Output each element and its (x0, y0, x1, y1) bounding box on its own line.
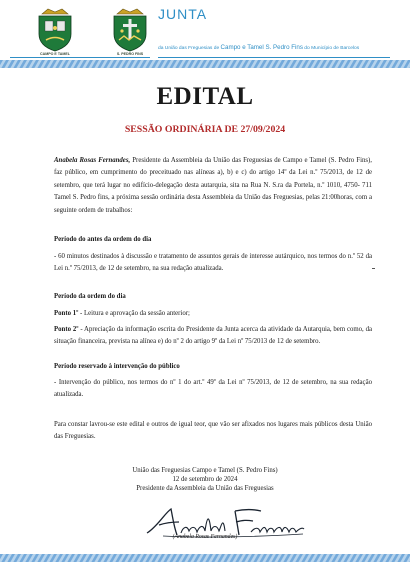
document-title: EDITAL (156, 83, 254, 110)
junta-wordmark: JUNTA (158, 6, 208, 22)
crest-campo-tamel-icon (36, 6, 74, 52)
intro-paragraph (54, 155, 372, 217)
sign-date: 12 de setembro de 2024 (172, 476, 238, 483)
scan-mark (372, 268, 375, 269)
point-2 (54, 324, 372, 349)
point-2-label: Ponto 2º (54, 326, 79, 333)
intro-text: Presidente da Assembleia da União das Freguesias de Campo e Tamel (S. Pedro Fins), faz público, em cumprimento do preceituado nas alíneas a), b) e c) do artigo 14º da Lei n.º 75/2013, de 12 de setembro, que terá lugar no edifício-delegação desta autarquia, sita na Rua N. S.ra da Portela, n.º 1010, 4750- 711 Tamel S. Pedro fins, a próxima sessão ordinária desta Assembleia da União das Freguesias, pelas 21:00horas, com a seguinte ordem de trabalhos: (54, 157, 372, 214)
letterhead-subtitle (158, 44, 406, 51)
before-order-heading: Período do antes da ordem do dia (54, 236, 152, 243)
signature-block (0, 466, 410, 493)
sign-role: Presidente da Assembleia da União das Freguesias (136, 485, 274, 492)
crest-left-caption: CAMPO E TAMEL (40, 52, 70, 56)
crest-right-caption: S. PEDRO FINS (116, 52, 144, 56)
subtitle-suffix: do Município de Barcelos (302, 46, 360, 51)
subtitle-prefix: da União das Freguesias de (158, 46, 221, 51)
public-intervention-heading: Período reservado à intervenção do público (54, 363, 180, 370)
before-order-text: - 60 minutos destinados à discussão e tratamento de assuntos gerais de interesse autárquico, nos termos do n.º 52 da Lei n.º 75/2013, de 12 de setembro, na sua redação atualizada. (54, 253, 372, 273)
signer-name: (Anabela Rosas Fernandes) (172, 534, 238, 540)
point-1 (54, 308, 372, 320)
order-of-day-heading: Período da ordem do dia (54, 293, 126, 300)
crest-sao-pedro-fins-icon (111, 6, 149, 52)
closing-paragraph: Para constar lavrou-se este edital e outros de igual teor, que vão ser afixados nos lugares mais públicos desta União das Freguesias. (54, 421, 372, 441)
public-intervention-text: - Intervenção do público, nos termos do nº 1 do art.º 49º da Lei nº 75/2013, de 12 de setembro, na sua redação atualizada. (54, 379, 372, 399)
point-1-label: Ponto 1º (54, 310, 79, 317)
sign-organization: União das Freguesias Campo e Tamel (S. Pedro Fins) (132, 467, 278, 474)
point-2-text: - Apreciação da informação escrita do Presidente da Junta acerca da atividade da Autarquia, bem como, da situação financeira, prevista na alínea e) do nº 2 do artigo 9º da Lei nº 75/2013 de 12 de setembro. (54, 326, 372, 346)
header-rule-right (158, 57, 390, 58)
header-stripe (0, 60, 410, 68)
subtitle-parish-name: Campo e Tamel S. Pedro Fins (220, 44, 303, 51)
footer-stripe (0, 554, 410, 562)
president-name: Anabela Rosas Fernandes, (54, 157, 131, 164)
session-date-heading: SESSÃO ORDINÁRIA DE 27/09/2024 (124, 124, 286, 135)
header-rule-left (10, 57, 150, 58)
point-1-text: - Leitura e aprovação da sessão anterior; (78, 310, 190, 317)
